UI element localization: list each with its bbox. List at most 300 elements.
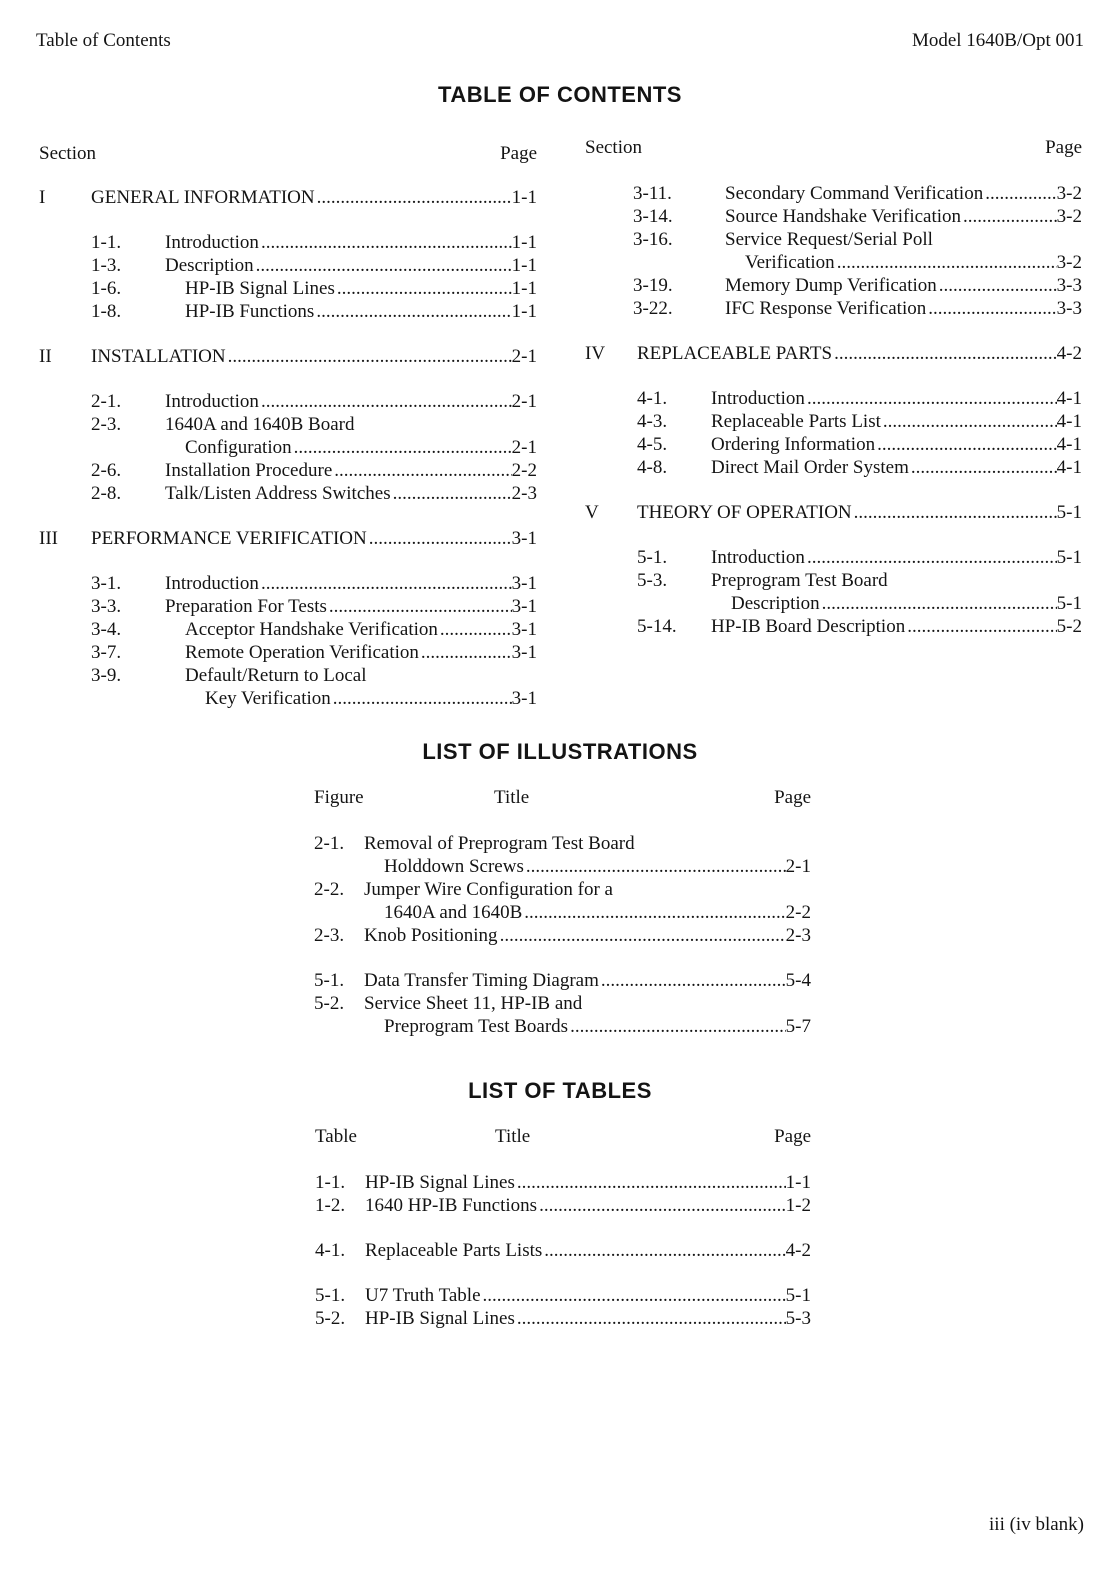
entry-number: 3-9. (91, 665, 122, 686)
entry-number: 3-11. (633, 183, 672, 204)
entry-title-text: Default/Return to Local (185, 665, 367, 686)
entry-page: 5-3 (785, 1308, 811, 1329)
entry-title (165, 459, 512, 482)
list-item (314, 1015, 811, 1038)
entry-page: 3-1 (511, 688, 537, 709)
entry-title (725, 182, 1057, 205)
leader-dots (524, 855, 786, 878)
entry-title (165, 231, 512, 254)
toc-title: TABLE OF CONTENTS (438, 82, 682, 107)
list-item (91, 595, 537, 618)
leader-dots (961, 205, 1057, 228)
leader-dots (259, 390, 512, 413)
list-item (315, 1284, 811, 1307)
entry-number (314, 855, 364, 878)
entry-number: 5-1. (637, 547, 668, 568)
entry-title (165, 595, 512, 618)
list-item (91, 277, 537, 300)
entry-page: 2-1 (785, 856, 811, 877)
entry-title (364, 901, 786, 924)
entry-number: 1-3. (91, 255, 122, 276)
leader-dots (832, 342, 1057, 365)
leader-dots (983, 182, 1056, 205)
entry-page: 3-3 (1056, 275, 1082, 296)
entry-title-text: Memory Dump Verification (725, 275, 937, 296)
list-item (91, 687, 537, 710)
entry-title (165, 436, 512, 459)
entry-number: 3-16. (633, 229, 673, 250)
section-group (585, 501, 1082, 638)
entry-page: 5-1 (1056, 547, 1082, 568)
entry-title-text: Knob Positioning (364, 925, 498, 946)
entry-title-text: Service Sheet 11, HP-IB and (364, 993, 583, 1014)
toc-left-entries (39, 186, 537, 710)
section-items (585, 546, 1082, 638)
leader-dots (254, 254, 512, 277)
list-item (633, 205, 1082, 228)
leader-dots (805, 387, 1057, 410)
leader-dots (314, 300, 511, 323)
leader-dots (937, 274, 1057, 297)
entry-page: 2-3 (785, 925, 811, 946)
list-item (91, 300, 537, 323)
section-title-text: PERFORMANCE VERIFICATION (91, 528, 367, 549)
entry-title (165, 572, 512, 595)
entry-title-text: HP-IB Signal Lines (185, 278, 335, 299)
section-title (637, 342, 1057, 365)
list-item (314, 878, 811, 901)
entry-number: 2-2. (314, 879, 345, 900)
entry-title-text: 1640A and 1640B (384, 902, 523, 923)
entry-title (165, 413, 537, 436)
entry-number: 1-1. (315, 1172, 346, 1193)
entry-page: 1-1 (511, 232, 537, 253)
entry-title-text: Verification (745, 252, 835, 273)
list-item (91, 459, 537, 482)
entry-title-text: Service Request/Serial Poll (725, 229, 933, 250)
leader-dots (568, 1015, 786, 1038)
entry-title (165, 664, 537, 687)
entry-title (364, 832, 811, 855)
entry-title (711, 387, 1057, 410)
entry-page: 5-7 (785, 1016, 811, 1037)
list-item (314, 969, 811, 992)
entry-title (165, 687, 512, 710)
leader-dots (259, 231, 512, 254)
entry-title-text: Key Verification (205, 688, 331, 709)
list-item (633, 297, 1082, 320)
entry-title (725, 205, 1057, 228)
section-column-label: Section (39, 143, 96, 164)
entry-title-text: Source Handshake Verification (725, 206, 962, 227)
illustrations-entries (314, 832, 811, 1038)
list-item (633, 251, 1082, 274)
page-column-label: Page (774, 1126, 811, 1147)
list-item (637, 433, 1082, 456)
leader-dots (367, 527, 512, 550)
entry-number (637, 592, 711, 615)
tables-title: LIST OF TABLES (468, 1078, 652, 1103)
entry-title (725, 274, 1057, 297)
list-item (637, 456, 1082, 479)
entry-number: 5-3. (637, 570, 668, 591)
section-heading (585, 501, 1082, 524)
leader-dots (391, 482, 512, 505)
list-item (314, 901, 811, 924)
entry-page: 3-2 (1056, 206, 1082, 227)
entry-number: 2-3. (314, 925, 345, 946)
list-item (637, 592, 1082, 615)
entry-number: 1-1. (91, 232, 122, 253)
entry-number: 5-14. (637, 616, 677, 637)
section-items (39, 390, 537, 505)
section-title-text: REPLACEABLE PARTS (637, 343, 833, 364)
leader-dots (926, 297, 1056, 320)
entry-title-text: HP-IB Signal Lines (365, 1308, 515, 1329)
list-item (314, 855, 811, 878)
entry-number (91, 436, 165, 459)
leader-dots (599, 969, 786, 992)
entry-title (165, 390, 512, 413)
entry-title-text: Data Transfer Timing Diagram (364, 970, 599, 991)
list-item (633, 228, 1082, 251)
entry-number: 4-1. (637, 388, 668, 409)
entry-page: 1-1 (511, 278, 537, 299)
page-column-label: Page (774, 787, 811, 808)
section-title (91, 186, 512, 209)
list-item (637, 410, 1082, 433)
list-item (315, 1194, 811, 1217)
entry-title (165, 254, 512, 277)
entry-page: 1-2 (785, 1195, 811, 1216)
entry-title-text: IFC Response Verification (725, 298, 927, 319)
list-item (91, 390, 537, 413)
page-column-label: Page (500, 143, 537, 164)
list-item (91, 254, 537, 277)
entry-number: 3-4. (91, 619, 122, 640)
illustrations-list (314, 786, 811, 1038)
entry-title-text: Preparation For Tests (165, 596, 327, 617)
entry-title (711, 546, 1057, 569)
table-column-label: Table (315, 1126, 357, 1147)
entry-title (711, 569, 1082, 592)
section-heading (39, 186, 537, 209)
entry-title (711, 456, 1057, 479)
entry-number: 5-2. (314, 993, 345, 1014)
entry-number: 5-1. (314, 970, 345, 991)
leader-dots (327, 595, 512, 618)
leader-dots (905, 615, 1056, 638)
entry-page: 5-2 (1056, 616, 1082, 637)
entry-title-text: Description (165, 255, 254, 276)
entry-number: 3-1. (91, 573, 122, 594)
entry-title (711, 592, 1057, 615)
entry-title (364, 855, 786, 878)
entry-title (365, 1194, 786, 1217)
section-group (39, 527, 537, 710)
section-heading (39, 345, 537, 368)
leader-dots (498, 924, 786, 947)
section-title (91, 345, 512, 368)
list-item (91, 618, 537, 641)
section-heading (39, 527, 537, 550)
entry-page: 2-1 (511, 391, 537, 412)
list-item (637, 615, 1082, 638)
entry-number (633, 251, 725, 274)
section-title-text: THEORY OF OPERATION (637, 502, 852, 523)
leader-dots (419, 641, 512, 664)
entry-number: 4-3. (637, 411, 668, 432)
section-group (585, 342, 1082, 479)
entry-title (711, 433, 1057, 456)
leader-dots (852, 501, 1057, 524)
entry-page: 5-1 (1056, 593, 1082, 614)
entry-title-text: Description (731, 593, 820, 614)
list-item (637, 546, 1082, 569)
entry-page: 3-2 (1056, 252, 1082, 273)
entry-number: 2-1. (91, 391, 122, 412)
section-title-text: INSTALLATION (91, 346, 226, 367)
list-item (91, 572, 537, 595)
entry-number: 3-22. (633, 298, 673, 319)
list-item (314, 924, 811, 947)
entry-page: 3-3 (1056, 298, 1082, 319)
toc-continued-entries (585, 182, 1082, 320)
tables-entries (315, 1171, 811, 1330)
entry-title (725, 228, 1082, 251)
list-group (315, 1239, 811, 1262)
leader-dots (481, 1284, 786, 1307)
entry-title-text: Secondary Command Verification (725, 183, 984, 204)
section-page: 4-2 (1056, 343, 1082, 364)
entry-number: 1-8. (91, 301, 122, 322)
section-items (39, 231, 537, 323)
entry-page: 4-2 (785, 1240, 811, 1261)
entry-number: 4-8. (637, 457, 668, 478)
entry-page: 4-1 (1056, 457, 1082, 478)
entry-title (165, 618, 512, 641)
section-number: I (39, 187, 46, 208)
entry-number: 4-1. (315, 1240, 346, 1261)
leader-dots (542, 1239, 785, 1262)
entry-title (165, 482, 512, 505)
entry-title-text: Installation Procedure (165, 460, 333, 481)
page-column-label: Page (1045, 137, 1082, 158)
entry-number: 3-19. (633, 275, 673, 296)
leader-dots (226, 345, 512, 368)
entry-title (365, 1239, 786, 1262)
entry-title-text: Configuration (185, 437, 292, 458)
list-item (91, 664, 537, 687)
entry-number: 2-3. (91, 414, 122, 435)
section-title-text: GENERAL INFORMATION (91, 187, 315, 208)
illustrations-title: LIST OF ILLUSTRATIONS (422, 739, 698, 764)
entry-page: 3-1 (511, 642, 537, 663)
list-group (314, 969, 811, 1038)
entry-number: 3-7. (91, 642, 122, 663)
entry-title-text: Introduction (711, 547, 805, 568)
illustrations-column-header (314, 786, 811, 810)
entry-title (711, 410, 1057, 433)
section-heading (585, 342, 1082, 365)
entry-title (165, 300, 512, 323)
entry-number: 3-3. (91, 596, 122, 617)
entry-title-text: Holddown Screws (384, 856, 524, 877)
list-group (315, 1171, 811, 1217)
list-item (633, 182, 1082, 205)
entry-number: 3-14. (633, 206, 673, 227)
entry-title-text: HP-IB Board Description (711, 616, 906, 637)
list-item (91, 641, 537, 664)
entry-title-text: U7 Truth Table (365, 1285, 481, 1306)
entry-page: 2-1 (511, 437, 537, 458)
entry-number: 5-2. (315, 1308, 346, 1329)
entry-title-text: 1640A and 1640B Board (165, 414, 355, 435)
entry-number: 1-6. (91, 278, 122, 299)
toc-right-column-header (585, 136, 1082, 160)
list-item (91, 413, 537, 436)
list-item (314, 832, 811, 855)
entry-title-text: HP-IB Signal Lines (365, 1172, 515, 1193)
entry-title-text: Jumper Wire Configuration for a (364, 879, 613, 900)
list-item (91, 436, 537, 459)
list-item (637, 387, 1082, 410)
leader-dots (909, 456, 1057, 479)
entry-title-text: Introduction (711, 388, 805, 409)
list-item (633, 274, 1082, 297)
entry-title (365, 1284, 786, 1307)
entry-page: 2-2 (785, 902, 811, 923)
entry-page: 1-1 (511, 301, 537, 322)
toc-right-column (585, 136, 1082, 638)
section-number: II (39, 346, 52, 367)
leader-dots (515, 1171, 786, 1194)
entry-number: 1-2. (315, 1195, 346, 1216)
list-item (315, 1239, 811, 1262)
toc-left-column-header (39, 142, 537, 166)
list-item (637, 569, 1082, 592)
entry-page: 3-1 (511, 619, 537, 640)
entry-title (364, 992, 811, 1015)
entry-title-text: Replaceable Parts Lists (365, 1240, 543, 1261)
leader-dots (835, 251, 1057, 274)
page-number: iii (iv blank) (989, 1514, 1084, 1535)
entry-number: 2-8. (91, 483, 122, 504)
entry-page: 4-1 (1056, 411, 1082, 432)
entry-title (364, 924, 786, 947)
leader-dots (335, 277, 512, 300)
section-number: V (585, 502, 599, 523)
leader-dots (820, 592, 1057, 615)
entry-number: 2-6. (91, 460, 122, 481)
list-group (315, 1284, 811, 1330)
entry-title-text: Preprogram Test Board (711, 570, 888, 591)
leader-dots (515, 1307, 786, 1330)
section-page: 5-1 (1056, 502, 1082, 523)
toc-left-column (39, 142, 537, 710)
entry-page: 2-3 (511, 483, 537, 504)
entry-number: 4-5. (637, 434, 668, 455)
entry-title (364, 1015, 786, 1038)
entry-page: 3-1 (511, 596, 537, 617)
section-group (39, 186, 537, 323)
title-column-label: Title (494, 787, 530, 808)
list-item (315, 1171, 811, 1194)
leader-dots (331, 687, 512, 710)
entry-title (165, 277, 512, 300)
leader-dots (881, 410, 1057, 433)
entry-title (365, 1171, 786, 1194)
leader-dots (438, 618, 512, 641)
entry-title-text: 1640 HP-IB Functions (365, 1195, 538, 1216)
entry-page: 2-2 (511, 460, 537, 481)
section-number: III (39, 528, 58, 549)
entry-title-text: HP-IB Functions (185, 301, 315, 322)
running-header-left: Table of Contents (36, 30, 171, 51)
leader-dots (805, 546, 1057, 569)
entry-title (725, 297, 1057, 320)
section-items (585, 387, 1082, 479)
section-group (39, 345, 537, 505)
section-column-label: Section (585, 137, 642, 158)
section-items (39, 572, 537, 710)
leader-dots (332, 459, 511, 482)
entry-title (365, 1307, 786, 1330)
entry-page: 5-4 (785, 970, 811, 991)
entry-title-text: Ordering Information (711, 434, 876, 455)
entry-title (364, 969, 786, 992)
section-page: 1-1 (511, 187, 537, 208)
leader-dots (315, 186, 512, 209)
leader-dots (292, 436, 512, 459)
entry-title-text: Preprogram Test Boards (384, 1016, 569, 1037)
entry-title-text: Acceptor Handshake Verification (185, 619, 438, 640)
entry-page: 5-1 (785, 1285, 811, 1306)
figure-column-label: Figure (314, 787, 364, 808)
tables-list (315, 1125, 811, 1330)
entry-title-text: Remote Operation Verification (185, 642, 419, 663)
entry-number: 5-1. (315, 1285, 346, 1306)
section-number: IV (585, 343, 606, 364)
entry-number (91, 687, 165, 710)
entry-title (725, 251, 1057, 274)
section-title (91, 527, 512, 550)
entry-title (165, 641, 512, 664)
tables-column-header (315, 1125, 811, 1149)
leader-dots (537, 1194, 786, 1217)
entry-page: 4-1 (1056, 434, 1082, 455)
title-column-label: Title (495, 1126, 531, 1147)
toc-right-entries (585, 342, 1082, 638)
entry-page: 4-1 (1056, 388, 1082, 409)
section-page: 3-1 (511, 528, 537, 549)
entry-number (314, 901, 364, 924)
list-item (91, 482, 537, 505)
list-item (314, 992, 811, 1015)
entry-page: 1-1 (511, 255, 537, 276)
entry-title-text: Replaceable Parts List (711, 411, 881, 432)
section-title (637, 501, 1057, 524)
leader-dots (522, 901, 785, 924)
entry-page: 3-1 (511, 573, 537, 594)
entry-title-text: Introduction (165, 573, 259, 594)
list-item (91, 231, 537, 254)
entry-title (711, 615, 1057, 638)
section-page: 2-1 (511, 346, 537, 367)
running-header-right: Model 1640B/Opt 001 (911, 30, 1084, 51)
entry-number: 2-1. (314, 833, 345, 854)
entry-page: 1-1 (785, 1172, 811, 1193)
